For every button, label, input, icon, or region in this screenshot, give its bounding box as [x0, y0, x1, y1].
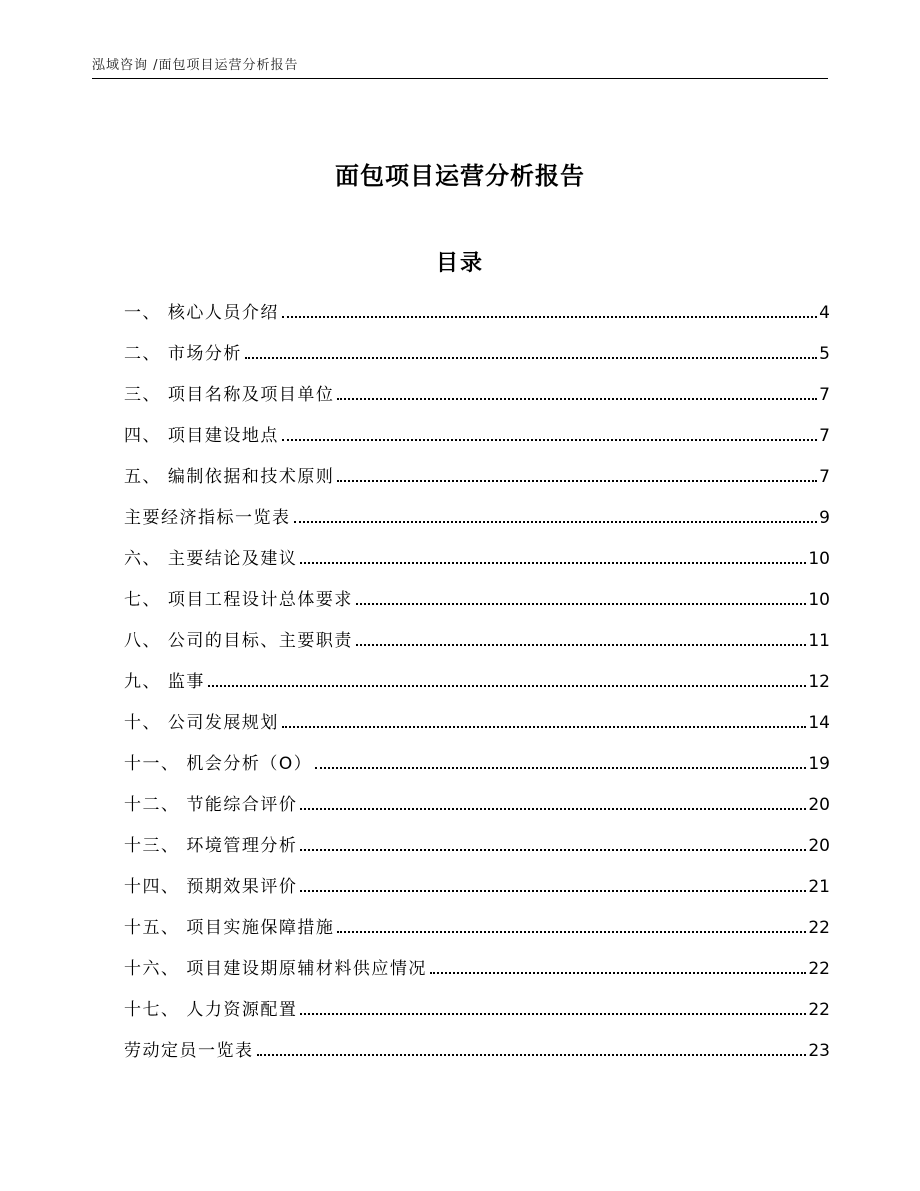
- toc-entry[interactable]: [124, 624, 830, 665]
- toc-entry-label: 九、 监事: [124, 672, 205, 692]
- toc-entry-label: 十二、 节能综合评价: [124, 795, 298, 815]
- toc-entry[interactable]: [124, 583, 830, 624]
- toc-entry[interactable]: [124, 1034, 830, 1075]
- toc-leader: [430, 971, 806, 974]
- toc-leader: [337, 479, 817, 482]
- table-of-contents: [124, 296, 830, 1075]
- toc-entry-page: 21: [808, 877, 830, 897]
- toc-entry-label: 十七、 人力资源配置: [124, 1000, 298, 1020]
- toc-entry-label: 四、 项目建设地点: [124, 426, 279, 446]
- toc-entry[interactable]: [124, 419, 830, 460]
- toc-entry[interactable]: [124, 378, 830, 419]
- toc-leader: [282, 725, 806, 728]
- toc-entry[interactable]: [124, 460, 830, 501]
- toc-leader: [315, 766, 806, 769]
- toc-entry-label: 七、 项目工程设计总体要求: [124, 590, 353, 610]
- toc-entry-page: 22: [808, 918, 830, 938]
- toc-entry-page: 20: [808, 836, 830, 856]
- toc-entry[interactable]: [124, 911, 830, 952]
- toc-leader: [300, 1012, 806, 1015]
- toc-entry-page: 11: [808, 631, 830, 651]
- toc-leader: [337, 930, 806, 933]
- toc-entry[interactable]: [124, 952, 830, 993]
- toc-entry-label: 十三、 环境管理分析: [124, 836, 298, 856]
- toc-leader: [282, 315, 817, 318]
- header-divider: [92, 78, 828, 79]
- toc-leader: [337, 397, 817, 400]
- toc-entry[interactable]: [124, 747, 830, 788]
- toc-entry-label: 六、 主要结论及建议: [124, 549, 298, 569]
- toc-entry-page: 10: [808, 590, 830, 610]
- toc-entry-page: 9: [819, 508, 830, 528]
- toc-entry-label: 十四、 预期效果评价: [124, 877, 298, 897]
- toc-leader: [208, 684, 806, 687]
- toc-leader: [300, 807, 806, 810]
- toc-entry[interactable]: [124, 706, 830, 747]
- toc-entry[interactable]: [124, 870, 830, 911]
- toc-entry-page: 7: [819, 385, 830, 405]
- toc-leader: [245, 356, 817, 359]
- toc-leader: [294, 520, 818, 523]
- toc-entry-page: 20: [808, 795, 830, 815]
- toc-entry-page: 23: [808, 1041, 830, 1061]
- toc-entry-label: 十一、 机会分析（O）: [124, 754, 313, 774]
- toc-leader: [356, 602, 806, 605]
- toc-entry[interactable]: [124, 542, 830, 583]
- toc-entry-label: 主要经济指标一览表: [124, 508, 291, 528]
- toc-entry[interactable]: [124, 501, 830, 542]
- toc-entry[interactable]: [124, 296, 830, 337]
- toc-entry-page: 5: [819, 344, 830, 364]
- toc-heading: 目录: [435, 251, 484, 276]
- document-title: 面包项目运营分析报告: [335, 162, 585, 190]
- toc-entry-page: 14: [808, 713, 830, 733]
- toc-entry-label: 十、 公司发展规划: [124, 713, 279, 733]
- toc-entry-page: 19: [808, 754, 830, 774]
- toc-entry-label: 三、 项目名称及项目单位: [124, 385, 335, 405]
- toc-entry-page: 22: [808, 959, 830, 979]
- toc-leader: [356, 643, 806, 646]
- toc-leader: [257, 1053, 807, 1056]
- toc-entry[interactable]: [124, 788, 830, 829]
- toc-entry-page: 4: [819, 303, 830, 323]
- toc-entry-page: 7: [819, 467, 830, 487]
- toc-entry-page: 22: [808, 1000, 830, 1020]
- toc-leader: [300, 848, 806, 851]
- toc-entry-label: 十五、 项目实施保障措施: [124, 918, 335, 938]
- page-header: 泓域咨询 /面包项目运营分析报告: [92, 58, 299, 73]
- toc-leader: [282, 438, 817, 441]
- toc-entry-page: 10: [808, 549, 830, 569]
- toc-entry-label: 八、 公司的目标、主要职责: [124, 631, 353, 651]
- toc-entry[interactable]: [124, 337, 830, 378]
- toc-entry-label: 五、 编制依据和技术原则: [124, 467, 335, 487]
- toc-entry[interactable]: [124, 829, 830, 870]
- toc-entry-label: 劳动定员一览表: [124, 1041, 254, 1061]
- toc-leader: [300, 889, 806, 892]
- toc-leader: [300, 561, 806, 564]
- toc-entry-label: 十六、 项目建设期原辅材料供应情况: [124, 959, 427, 979]
- toc-entry-label: 二、 市场分析: [124, 344, 242, 364]
- toc-entry[interactable]: [124, 665, 830, 706]
- toc-entry-label: 一、 核心人员介绍: [124, 303, 279, 323]
- toc-entry-page: 12: [808, 672, 830, 692]
- toc-entry[interactable]: [124, 993, 830, 1034]
- toc-entry-page: 7: [819, 426, 830, 446]
